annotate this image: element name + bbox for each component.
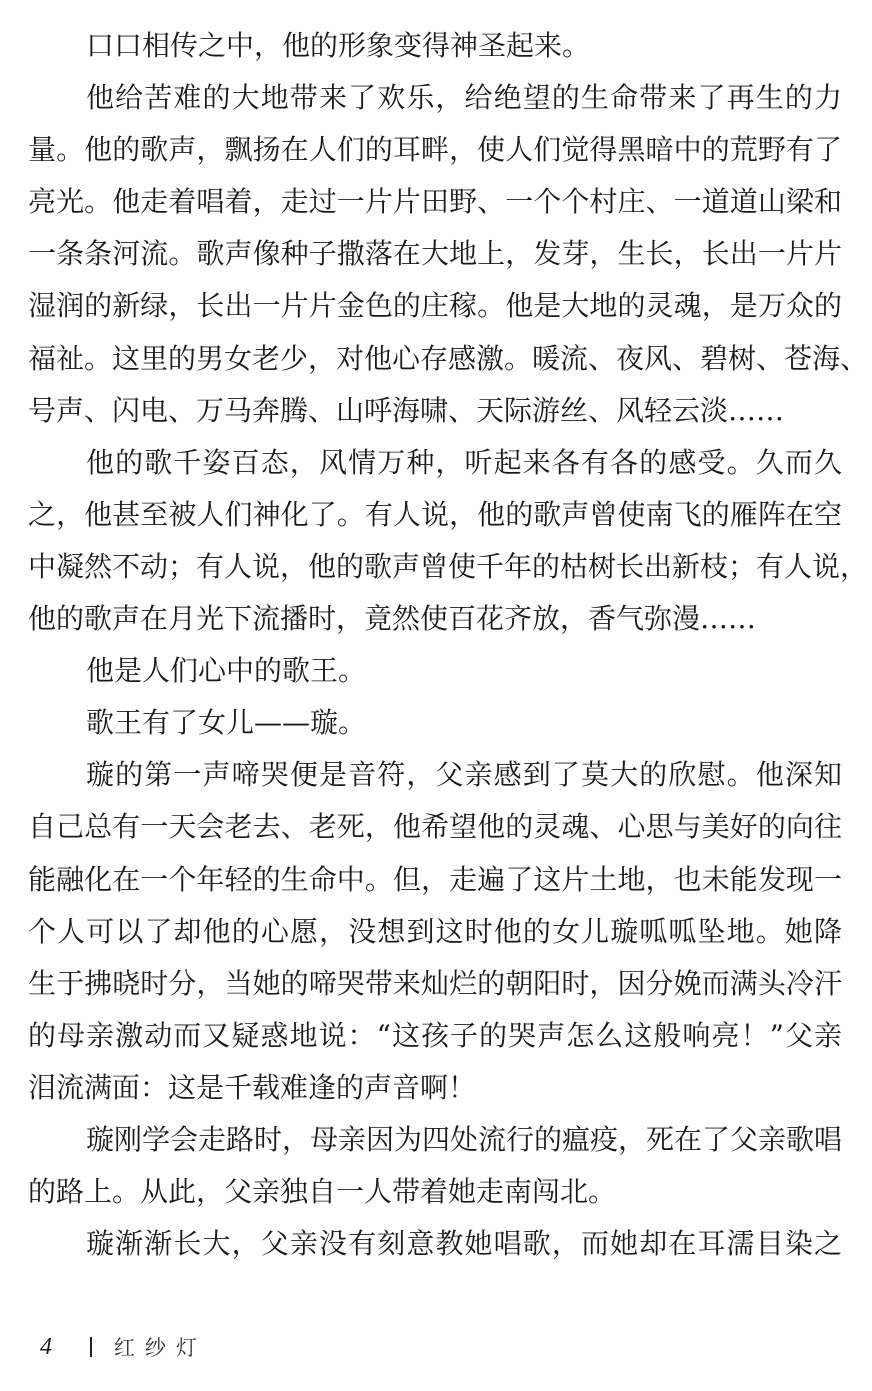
footer-divider — [90, 1337, 92, 1357]
text-line: 号声、闪电、万马奔腾、山呼海啸、天际游丝、风轻云淡…… — [28, 393, 785, 427]
text-line: 生于拂晓时分，当她的啼哭带来灿烂的朝阳时，因分娩而满头冷汗 — [28, 966, 842, 1000]
page-footer — [40, 1332, 207, 1362]
text-line: 能融化在一个年轻的生命中。但，走遍了这片土地，也未能发现一 — [28, 862, 842, 896]
text-line: 泪流满面：这是千载难逢的声音啊！ — [28, 1070, 477, 1104]
text-line: 中凝然不动；有人说，他的歌声曾使千年的枯树长出新枝；有人说， — [28, 549, 869, 583]
book-title: 红纱灯 — [114, 1336, 207, 1360]
text-line: 歌王有了女儿——璇。 — [86, 706, 367, 740]
text-line: 璇刚学会走路时，母亲因为四处流行的瘟疫，死在了父亲歌唱 — [86, 1122, 843, 1156]
text-line: 之，他甚至被人们神化了。有人说，他的歌声曾使南飞的雁阵在空 — [28, 497, 842, 531]
text-line: 量。他的歌声，飘扬在人们的耳畔，使人们觉得黑暗中的荒野有了 — [28, 133, 842, 167]
text-line: 他给苦难的大地带来了欢乐，给绝望的生命带来了再生的力 — [86, 81, 842, 115]
text-line: 他是人们心中的歌王。 — [86, 654, 367, 688]
text-line: 的路上。从此，父亲独自一人带着她走南闯北。 — [28, 1175, 617, 1209]
page-number: 4 — [40, 1333, 52, 1360]
text-line: 福祉。这里的男女老少，对他心存感激。暖流、夜风、碧树、苍海、 — [28, 341, 869, 375]
text-line: 一条条河流。歌声像种子撒落在大地上，发芽，生长，长出一片片 — [28, 237, 842, 271]
text-line: 璇的第一声啼哭便是音符，父亲感到了莫大的欣慰。他深知 — [86, 758, 842, 792]
text-line: 他的歌声在月光下流播时，竟然使百花齐放，香气弥漫…… — [28, 602, 757, 636]
text-line: 口口相传之中，他的形象变得神圣起来。 — [86, 29, 591, 62]
text-line: 个人可以了却他的心愿，没想到这时他的女儿璇呱呱坠地。她降 — [28, 914, 842, 948]
text-line: 自己总有一天会老去、老死，他希望他的灵魂、心思与美好的向往 — [28, 810, 842, 844]
text-line: 他的歌千姿百态，风情万种，听起来各有各的感受。久而久 — [86, 445, 842, 479]
text-line: 的母亲激动而又疑惑地说：“这孩子的哭声怎么这般响亮！”父亲 — [28, 1018, 842, 1052]
text-line: 湿润的新绿，长出一片片金色的庄稼。他是大地的灵魂，是万众的 — [28, 289, 842, 323]
text-line: 璇渐渐长大，父亲没有刻意教她唱歌，而她却在耳濡目染之 — [86, 1227, 842, 1261]
text-line: 亮光。他走着唱着，走过一片片田野、一个个村庄、一道道山梁和 — [28, 185, 842, 219]
body-text — [28, 20, 869, 1270]
